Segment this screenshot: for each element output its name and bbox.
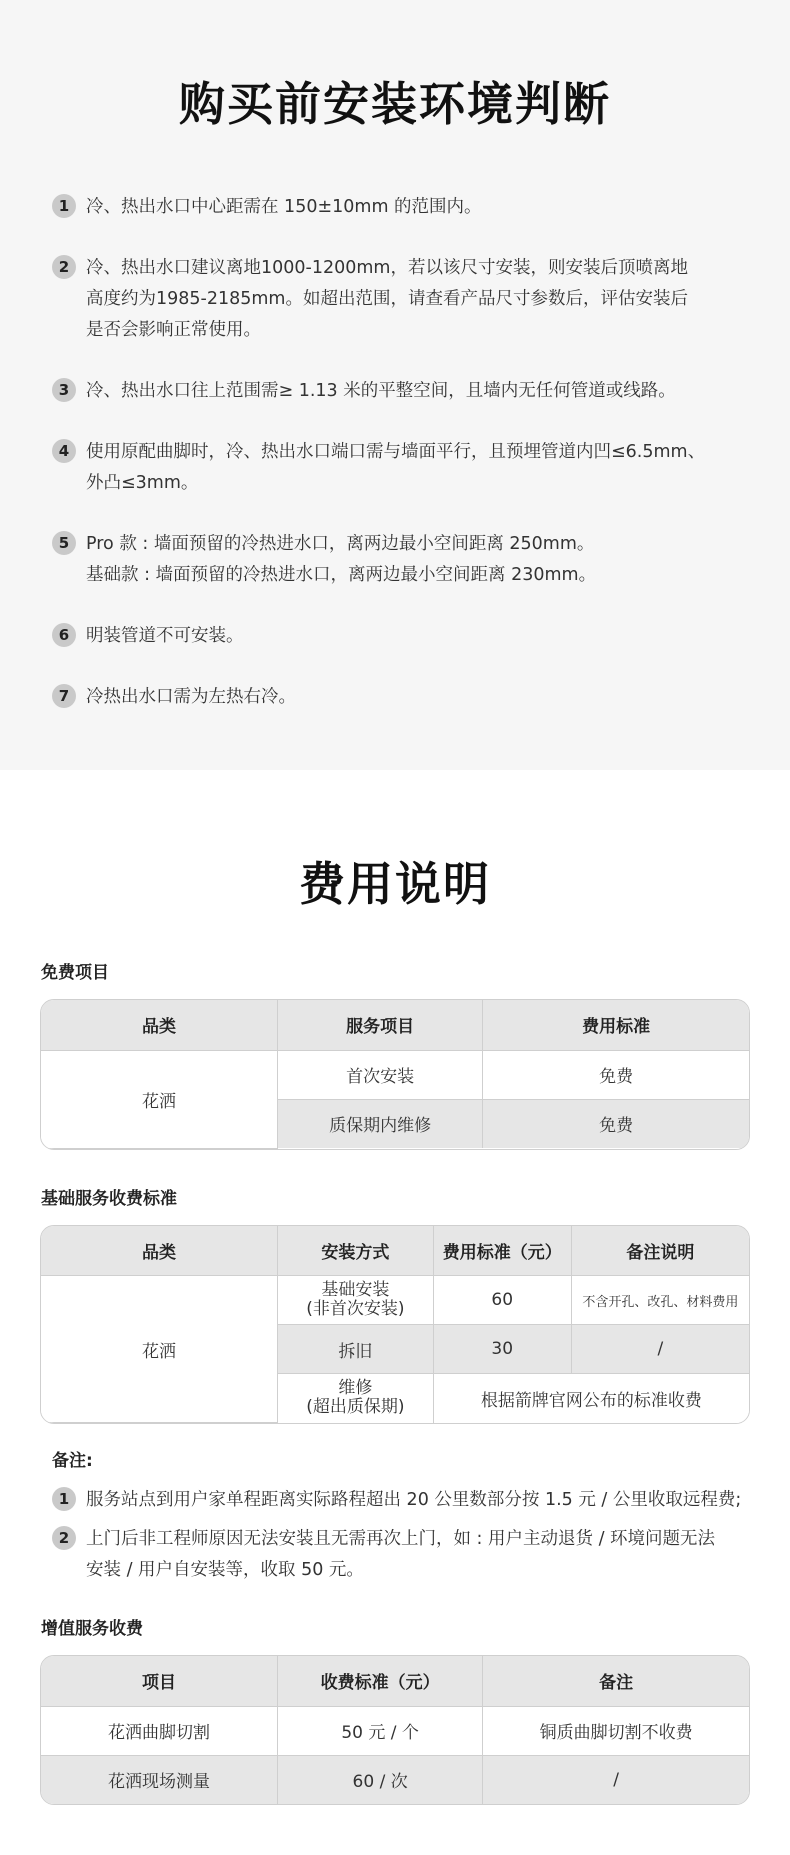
requirement-text: 冷、热出水口中心距需在 150±10mm 的范围内。 — [86, 197, 482, 217]
table-row — [41, 1050, 749, 1099]
fee-cell: 60 — [433, 1276, 571, 1325]
number-badge: 4 — [52, 439, 76, 463]
requirement-text: 冷、热出水口建议离地1000-1200mm，若以该尺寸安装，则安装后顶喷离地 — [86, 258, 688, 278]
notes-heading: 备注: — [52, 1451, 93, 1471]
requirement-text: 是否会影响正常使用。 — [86, 320, 261, 340]
basic-fees-table — [40, 1225, 750, 1425]
fee-cell: 60 / 次 — [277, 1755, 482, 1804]
note-item — [52, 1524, 754, 1586]
requirement-text: 基础款 : 墙面预留的冷热进水口，离两边最小空间距离 230mm。 — [86, 565, 597, 585]
method-cell — [277, 1374, 433, 1423]
service-cell: 质保期内维修 — [277, 1099, 482, 1148]
fee-cell: 50 元 / 个 — [277, 1706, 482, 1755]
number-badge: 7 — [52, 684, 76, 708]
requirement-text: 冷、热出水口往上范围需≥ 1.13 米的平整空间，且墙内无任何管道或线路。 — [86, 381, 676, 401]
fees-section — [0, 770, 790, 1805]
fee-cell: 30 — [433, 1325, 571, 1374]
free-items-heading: 免费项目 — [41, 963, 109, 983]
value-added-table — [40, 1655, 750, 1805]
column-header: 收费标准（元） — [277, 1656, 482, 1706]
requirement-item — [52, 621, 750, 652]
table-row — [41, 1276, 749, 1325]
category-cell: 花洒 — [41, 1276, 277, 1423]
fee-cell: 免费 — [483, 1099, 749, 1148]
table-header-row — [41, 1226, 749, 1276]
requirement-item — [52, 376, 750, 407]
table-row — [41, 1755, 749, 1804]
requirement-text: 外凸≤3mm。 — [86, 473, 199, 493]
service-cell: 首次安装 — [277, 1050, 482, 1099]
free-items-table — [40, 999, 750, 1150]
table-row — [41, 1706, 749, 1755]
method-sublabel: (非首次安装) — [306, 1299, 405, 1319]
column-header: 安装方式 — [277, 1226, 433, 1276]
note-item — [52, 1485, 754, 1516]
install-environment-section — [0, 0, 790, 770]
requirement-item — [52, 682, 750, 713]
fees-title: 费用说明 — [299, 857, 491, 911]
number-badge: 2 — [52, 1526, 76, 1550]
requirement-item — [52, 529, 750, 591]
number-badge: 3 — [52, 378, 76, 402]
requirement-text: 明装管道不可安装。 — [86, 626, 244, 646]
method-cell — [277, 1276, 433, 1325]
column-header: 备注 — [483, 1656, 749, 1706]
method-cell: 拆旧 — [277, 1325, 433, 1374]
column-header: 费用标准（元） — [433, 1226, 571, 1276]
column-header: 备注说明 — [571, 1226, 749, 1276]
note-cell: / — [483, 1755, 749, 1804]
table-header-row — [41, 1000, 749, 1050]
note-text: 安装 / 用户自安装等，收取 50 元。 — [86, 1560, 364, 1580]
requirement-text: 使用原配曲脚时，冷、热出水口端口需与墙面平行，且预埋管道内凹≤6.5mm、 — [86, 442, 706, 462]
number-badge: 6 — [52, 623, 76, 647]
note-text: 服务站点到用户家单程距离实际路程超出 20 公里数部分按 1.5 元 / 公里收取远程费; — [86, 1490, 742, 1510]
number-badge: 5 — [52, 531, 76, 555]
table-header-row — [41, 1656, 749, 1706]
number-badge: 1 — [52, 194, 76, 218]
fee-cell: 免费 — [483, 1050, 749, 1099]
column-header: 项目 — [41, 1656, 277, 1706]
basic-fees-heading: 基础服务收费标准 — [41, 1188, 177, 1209]
method-sublabel: (超出质保期) — [306, 1397, 405, 1418]
number-badge: 1 — [52, 1487, 76, 1511]
requirement-text: Pro 款 : 墙面预留的冷热进水口，离两边最小空间距离 250mm。 — [86, 534, 595, 554]
column-header: 品类 — [41, 1000, 277, 1050]
method-label: 基础安装 — [321, 1280, 390, 1300]
item-cell: 花洒现场测量 — [41, 1755, 277, 1804]
install-title: 购买前安装环境判断 — [179, 77, 611, 131]
note-cell: 铜质曲脚切割不收费 — [483, 1706, 749, 1755]
column-header: 服务项目 — [277, 1000, 482, 1050]
column-header: 品类 — [41, 1226, 277, 1276]
number-badge: 2 — [52, 255, 76, 279]
merged-fee-cell: 根据箭牌官网公布的标准收费 — [433, 1374, 749, 1423]
method-label: 维修 — [338, 1378, 373, 1399]
column-header: 费用标准 — [483, 1000, 749, 1050]
category-cell: 花洒 — [41, 1050, 277, 1148]
requirement-list — [0, 192, 790, 713]
requirement-item — [52, 192, 750, 223]
note-cell: 不含开孔、改孔、材料费用 — [571, 1276, 749, 1325]
requirement-item — [52, 253, 750, 346]
requirement-text: 高度约为1985-2185mm。如超出范围，请查看产品尺寸参数后，评估安装后 — [86, 289, 688, 309]
requirement-text: 冷热出水口需为左热右冷。 — [86, 687, 296, 707]
notes-list — [0, 1485, 790, 1586]
note-cell: / — [571, 1325, 749, 1374]
note-text: 上门后非工程师原因无法安装且无需再次上门，如 : 用户主动退货 / 环境问题无法 — [86, 1529, 716, 1549]
requirement-item — [52, 437, 750, 499]
item-cell: 花洒曲脚切割 — [41, 1706, 277, 1755]
value-added-heading: 增值服务收费 — [41, 1619, 143, 1639]
